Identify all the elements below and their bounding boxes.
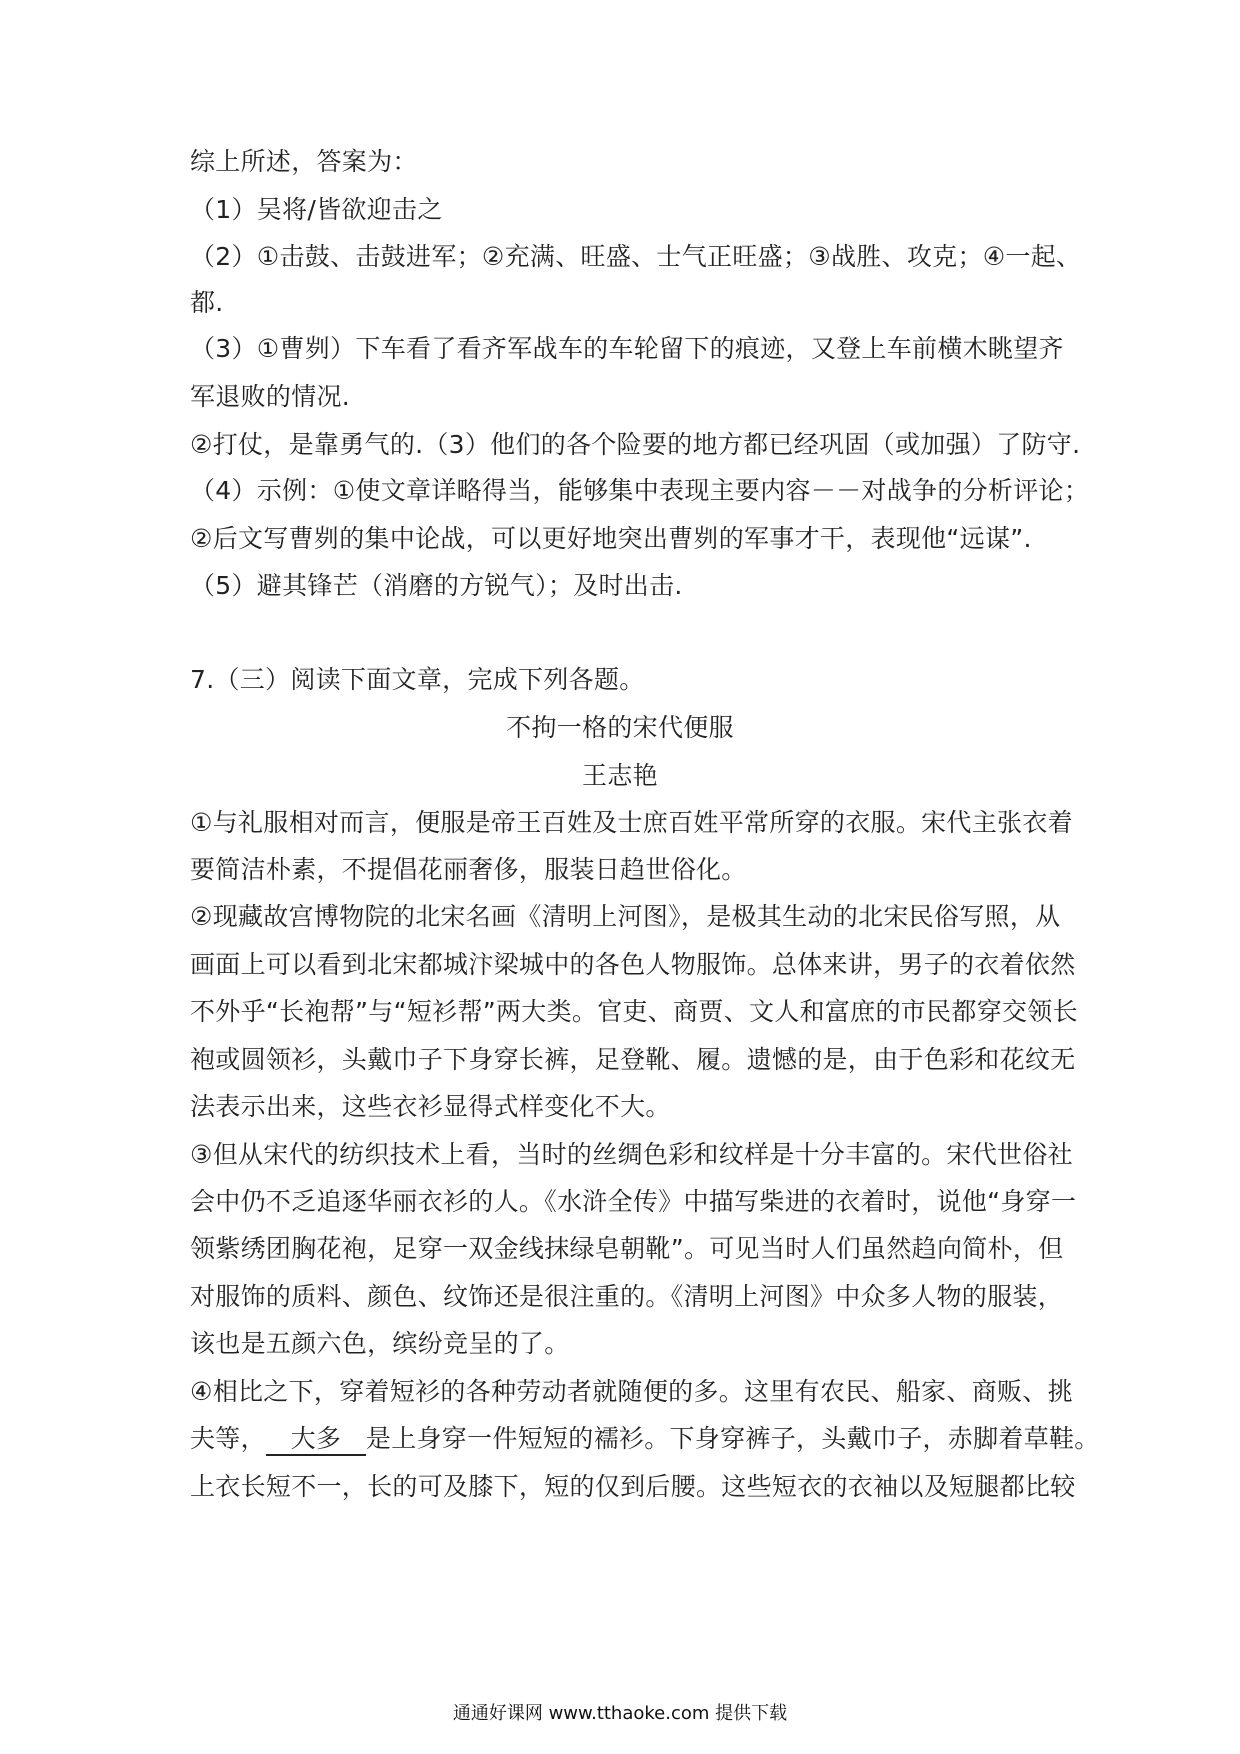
- answer-line-7: （4）示例：①使文章详略得当，能够集中表现主要内容－－对战争的分析评论；: [190, 476, 1090, 505]
- answer-line-8: ②后文写曹刿的集中论战，可以更好地突出曹刿的军事才干，表现他“远谋”.: [190, 524, 1032, 553]
- article-line-12: 该也是五颜六色，缤纷竞呈的了。: [190, 1329, 570, 1358]
- answer-line-5: 军退败的情况.: [190, 382, 351, 411]
- article-line-7: 法表示出来，这些衣衫显得式样变化不大。: [190, 1092, 671, 1121]
- article-line-13: ④相比之下，穿着短衫的各种劳动者就随便的多。这里有农民、船家、商贩、挑: [190, 1377, 1073, 1406]
- answer-line-2: （2）①击鼓、击鼓进军；②充满、旺盛、士气正旺盛；③战胜、攻克；④一起、: [190, 242, 1082, 271]
- fill-blank-prefix: 夫等，: [190, 1424, 266, 1453]
- article-author: 王志艳: [582, 761, 658, 790]
- question-heading: 7.（三）阅读下面文章，完成下列各题。: [190, 665, 645, 694]
- article-line-5: 不外乎“长袍帮”与“短衫帮”两大类。官吏、商贾、文人和富庶的市民都穿交领长: [190, 997, 1078, 1026]
- answer-line-3: 都.: [190, 288, 224, 317]
- article-line-8: ③但从宋代的纺织技术上看，当时的丝绸色彩和纹样是十分丰富的。宋代世俗社: [190, 1140, 1073, 1169]
- article-line-6: 袍或圆领衫，头戴巾子下身穿长裤，足登靴、履。遗憾的是，由于色彩和花纹无: [190, 1045, 1076, 1074]
- answer-summary: 综上所述，答案为：: [190, 147, 418, 176]
- answer-line-9: （5）避其锋芒（消磨的方锐气）；及时出击.: [190, 571, 683, 600]
- article-line-3: ②现藏故宫博物院的北宋名画《清明上河图》，是极其生动的北宋民俗写照，从: [190, 902, 1061, 931]
- answer-line-1: （1）吴将/皆欲迎击之: [190, 195, 443, 224]
- article-line-9: 会中仍不乏追逐华丽衣衫的人。《水浒全传》中描写柴进的衣着时，说他“身穿一: [190, 1187, 1077, 1216]
- article-line-14: [190, 1422, 1100, 1456]
- article-line-1: ①与礼服相对而言，便服是帝王百姓及士庶百姓平常所穿的衣服。宋代主张衣着: [190, 808, 1073, 837]
- article-line-10: 领紫绣团胸花袍，足穿一双金线抹绿皂朝靴”。可见当时人们虽然趋向简朴，但: [190, 1234, 1064, 1263]
- page-footer: 通通好课网 www.tthaoke.com 提供下载: [452, 1703, 788, 1724]
- article-line-2: 要简洁朴素，不提倡花丽奢侈，服装日趋世俗化。: [190, 855, 747, 884]
- article-line-15: 上衣长短不一，长的可及膝下，短的仅到后腰。这些短衣的衣袖以及短腿都比较: [190, 1472, 1076, 1501]
- fill-blank-underlined: 大多: [266, 1424, 366, 1456]
- answer-line-6: ②打仗，是靠勇气的.（3）他们的各个险要的地方都已经巩固（或加强）了防守.: [190, 430, 1081, 459]
- article-line-11: 对服饰的质料、颜色、纹饰还是很注重的。《清明上河图》中众多人物的服装，: [190, 1282, 1064, 1311]
- article-line-4: 画面上可以看到北宋都城汴梁城中的各色人物服饰。总体来讲，男子的衣着依然: [190, 950, 1076, 979]
- fill-blank-suffix: 是上身穿一件短短的襦衫。下身穿裤子，头戴巾子，赤脚着草鞋。: [365, 1424, 1100, 1453]
- article-title: 不拘一格的宋代便服: [506, 713, 734, 742]
- answer-line-4: （3）①曹刿）下车看了看齐军战车的车轮留下的痕迹，又登上车前横木眺望齐: [190, 334, 1064, 363]
